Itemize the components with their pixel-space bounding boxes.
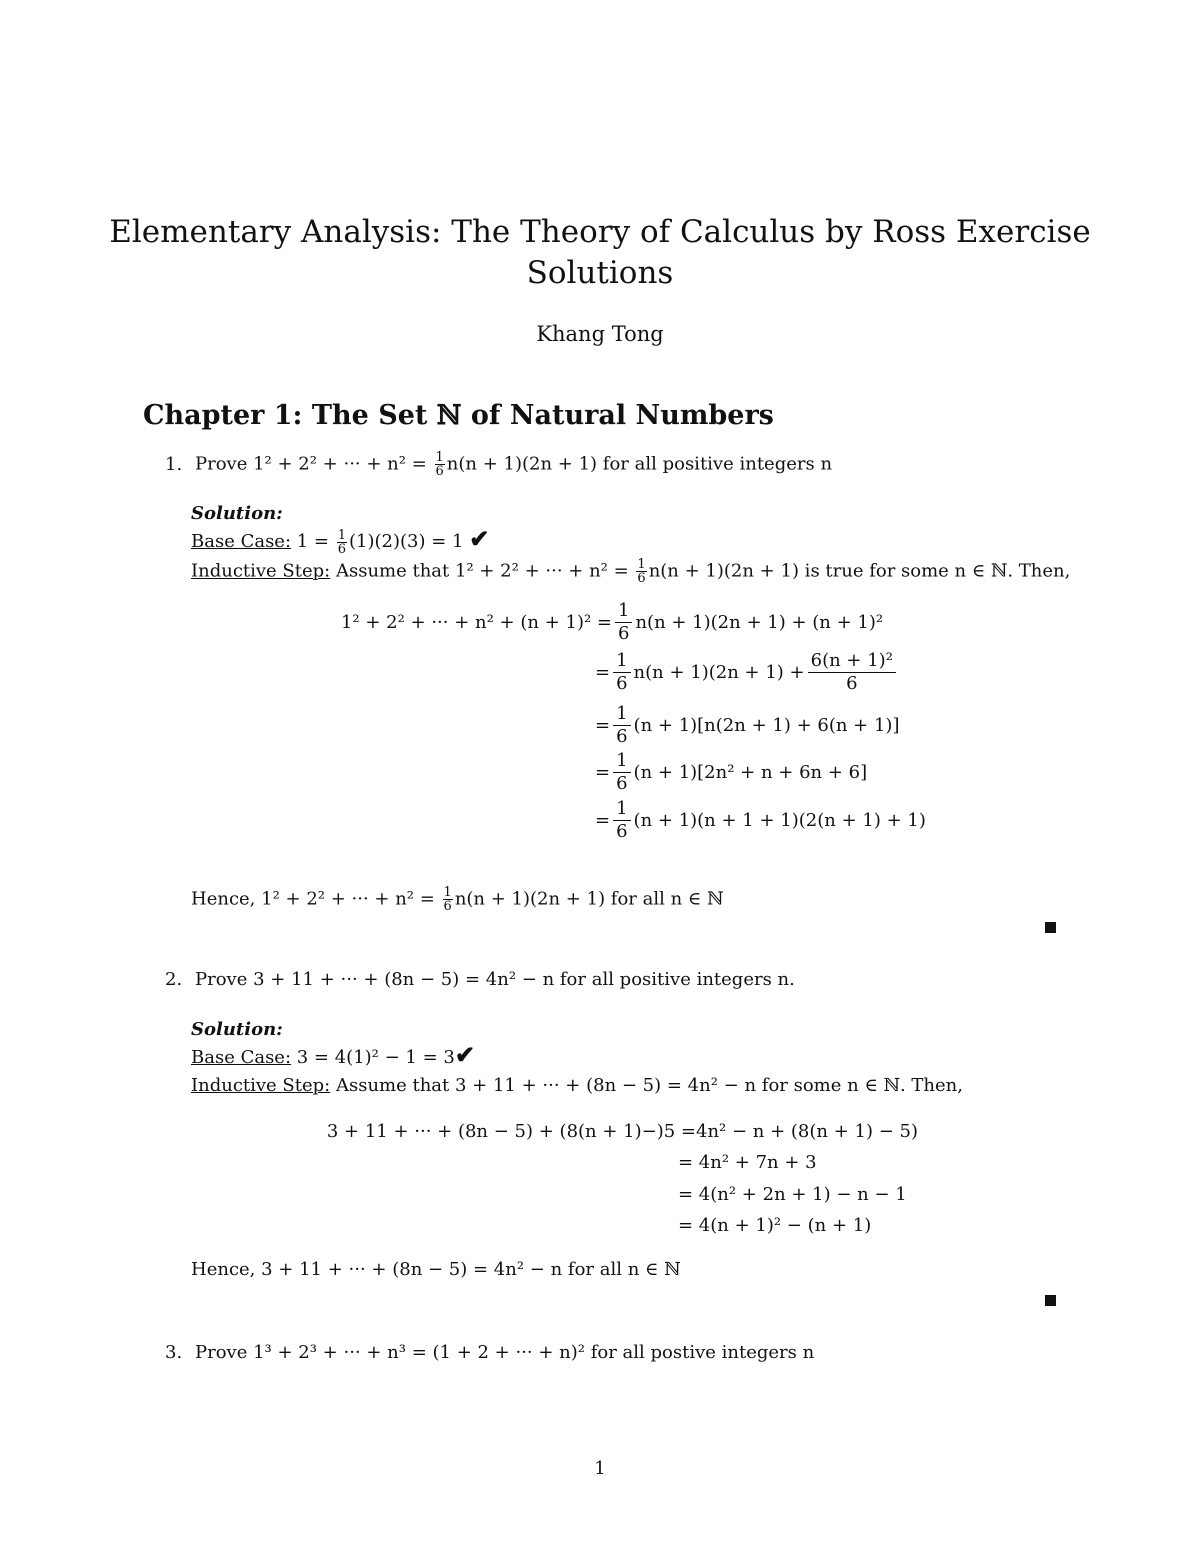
problem-1-derivation-line: = $\frac{1}{6}$ n(n + 1)(2n + 1) + $\frac{\text{6(n + 1)²}}{6}$	[595, 650, 899, 695]
problem-1-solution-label: Solution:	[191, 503, 283, 524]
problem-1-derivation-line: = $\frac{1}{6}$ (n + 1)[2n² + n + 6n + 6]	[595, 750, 868, 794]
fraction: $\frac{1}{6}$	[613, 650, 630, 695]
problem-2-conclusion: Hence, 3 + 11 + ··· + (8n − 5) = 4n² − n for all n ∈ ℕ	[191, 1259, 681, 1280]
chapter-heading: Chapter 1: The Set ℕ of Natural Numbers	[143, 400, 774, 431]
fraction: $\frac{1}{6}$	[613, 703, 630, 748]
problem-1-inductive-step: Inductive Step: Assume that 1² + 2² + ··· + n² = $\frac{1}{6}$ n(n + 1)(2n + 1) is true for some n ∈ ℕ. Then,	[191, 557, 1071, 586]
fraction: $\frac{\text{6(n + 1)²}}{6}$	[808, 650, 896, 695]
problem-1-base-case: Base Case: 1 = $\frac{1}{6}$ (1)(2)(3) = 1 ✔	[191, 524, 490, 557]
qed-square-icon	[1045, 1295, 1056, 1306]
problem-3-statement: 3. Prove 1³ + 2³ + ··· + n³ = (1 + 2 + ··· + n)² for all postive integers n	[165, 1342, 815, 1363]
problem-2-base-case: Base Case: 3 = 4(1)² − 1 = 3✔	[191, 1040, 475, 1069]
problem-1-derivation-line: = $\frac{1}{6}$ (n + 1)(n + 1 + 1)(2(n + 1) + 1)	[595, 798, 926, 842]
problem-1-derivation-lhs: 1² + 2² + ··· + n² + (n + 1)² =	[340, 612, 612, 633]
document-title: Elementary Analysis: The Theory of Calculus by Ross Exercise Solutions	[109, 214, 1091, 291]
fraction: $\frac{1}{6}$	[637, 557, 646, 586]
fraction: $\frac{1}{6}$	[443, 885, 452, 914]
problem-2-derivation-lhs: 3 + 11 + ··· + (8n − 5) + (8(n + 1)−)5 =	[326, 1121, 696, 1142]
page-number: 1	[594, 1458, 606, 1479]
problem-2-derivation-line: = 4(n + 1)² − (n + 1)	[678, 1215, 872, 1236]
problem-2-solution-label: Solution:	[191, 1019, 283, 1040]
problem-2-derivation-line: 4n² − n + (8(n + 1) − 5)	[696, 1121, 918, 1142]
author-name: Khang Tong	[536, 322, 664, 346]
problem-2-statement: 2. Prove 3 + 11 + ··· + (8n − 5) = 4n² − n for all positive integers n.	[165, 969, 795, 990]
problem-1-conclusion: Hence, 1² + 2² + ··· + n² = $\frac{1}{6}$ n(n + 1)(2n + 1) for all n ∈ ℕ	[191, 885, 724, 914]
problem-1-derivation-line: = $\frac{1}{6}$ (n + 1)[n(2n + 1) + 6(n + 1)]	[595, 703, 900, 747]
problem-2-derivation-line: = 4(n² + 2n + 1) − n − 1	[678, 1184, 907, 1205]
problem-1-derivation-line: 1 6 n(n + 1)(2n + 1) + (n + 1)²	[612, 600, 883, 645]
problem-2-inductive-step: Inductive Step: Assume that 3 + 11 + ··· + (8n − 5) = 4n² − n for some n ∈ ℕ. Then,	[191, 1075, 963, 1096]
fraction: $\frac{1}{6}$	[613, 798, 630, 843]
checkmark-icon: ✔	[469, 524, 490, 553]
qed-square-icon	[1045, 922, 1056, 933]
fraction: $\frac{1}{6}$	[337, 527, 347, 557]
fraction: 1 6	[615, 600, 632, 645]
fraction: $\frac{1}{6}$	[613, 750, 630, 795]
problem-1-statement: 1. Prove 1² + 2² + ··· + n² = $\frac{1}{6}$ n(n + 1)(2n + 1) for all positive integers n	[165, 450, 833, 479]
problem-2-derivation-line: = 4n² + 7n + 3	[678, 1152, 817, 1173]
checkmark-icon: ✔	[454, 1040, 475, 1069]
fraction: $\frac{1}{6}$	[435, 450, 444, 479]
